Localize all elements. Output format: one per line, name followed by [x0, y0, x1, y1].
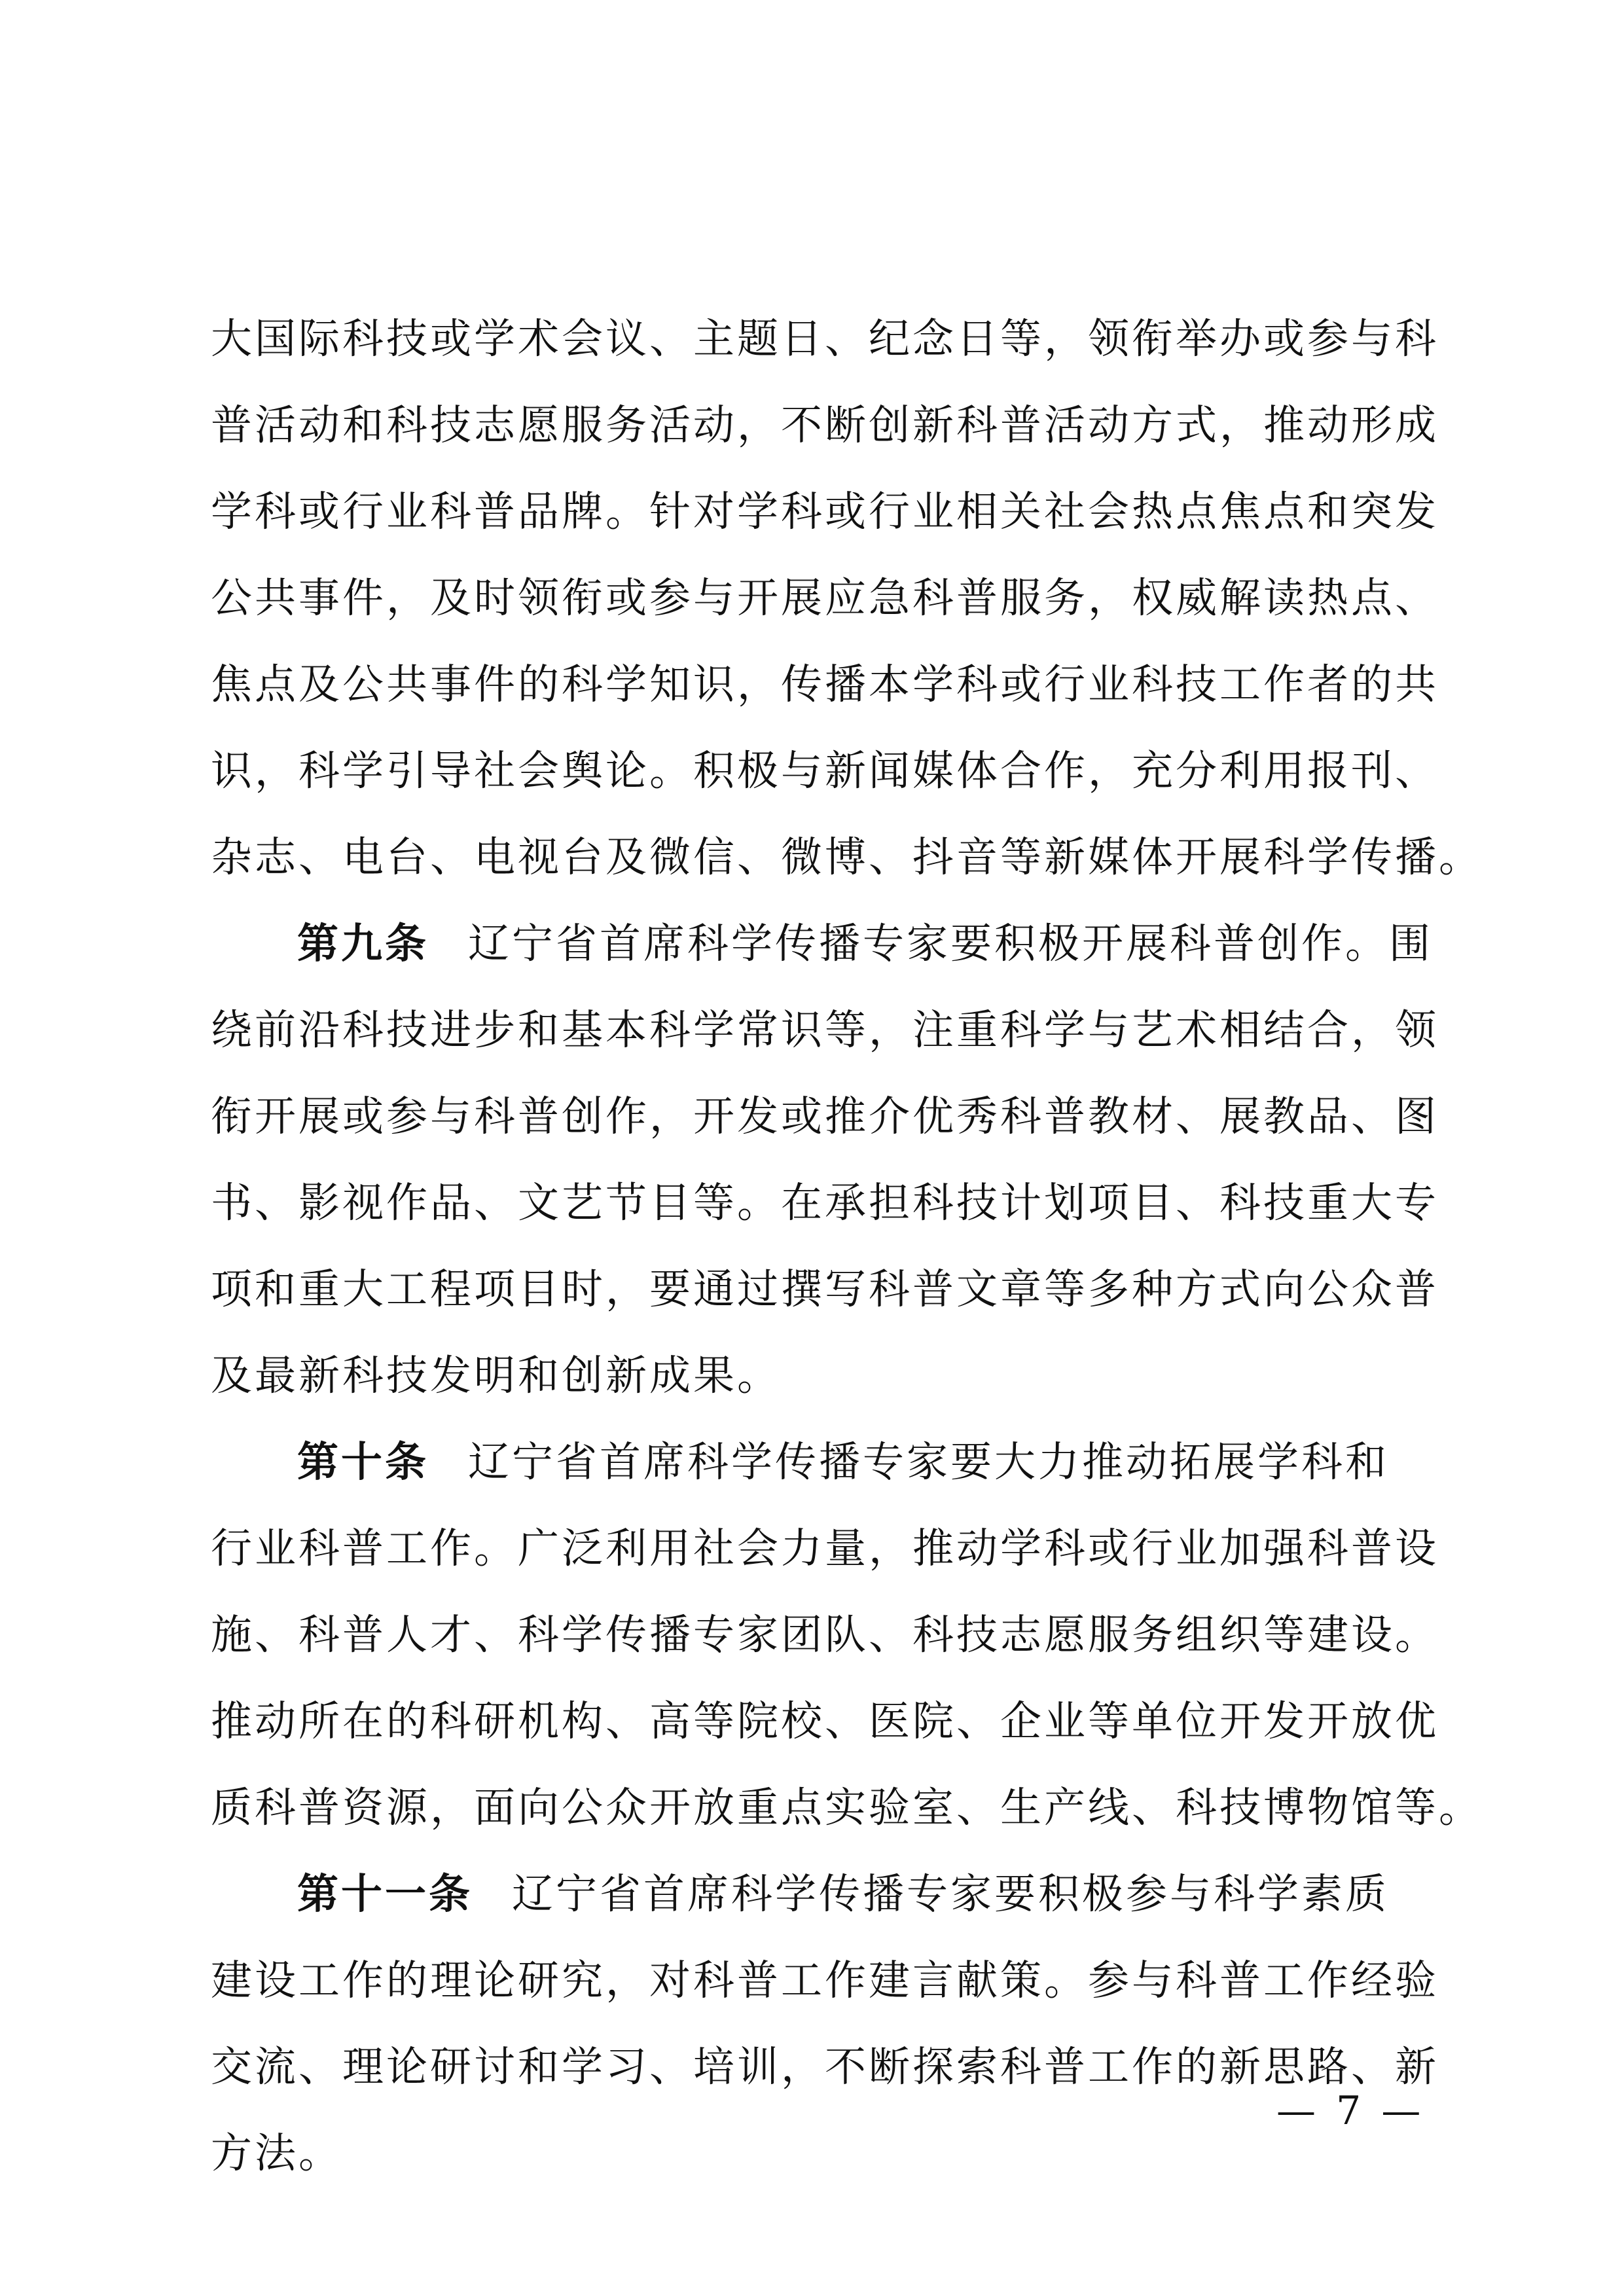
text-line: 识，科学引导社会舆论。积极与新闻媒体合作，充分利用报刊、 — [211, 747, 1439, 795]
article-10-heading: 第十条 — [297, 1438, 429, 1486]
text-line: 大国际科技或学术会议、主题日、纪念日等，领衔举办或参与科 — [211, 315, 1439, 363]
document-body — [211, 296, 1483, 2197]
text-line: 普活动和科技志愿服务活动，不断创新科普活动方式，推动形成 — [211, 401, 1439, 449]
article-10-first-line — [211, 1419, 1415, 1505]
text-line: 衔开展或参与科普创作，开发或推介优秀科普教材、展教品、图 — [211, 1092, 1439, 1140]
page-number: — 7 — — [1276, 2088, 1425, 2134]
text-line: 推动所在的科研机构、高等院校、医院、企业等单位开发开放优 — [211, 1697, 1439, 1745]
article-9-first-line — [211, 901, 1433, 987]
text-line: 质科普资源，面向公众开放重点实验室、生产线、科技博物馆等。 — [211, 1784, 1483, 1831]
text-line: 施、科普人才、科学传播专家团队、科技志愿服务组织等建设。 — [211, 1611, 1439, 1659]
text-line: 书、影视作品、文艺节目等。在承担科技计划项目、科技重大专 — [211, 1179, 1439, 1227]
article-9-heading: 第九条 — [297, 920, 429, 967]
article-10-text: 辽宁省首席科学传播专家要大力推动拓展学科和 — [468, 1438, 1389, 1486]
article-11-text: 辽宁省首席科学传播专家要积极参与科学素质 — [512, 1870, 1389, 1918]
text-line: 交流、理论研讨和学习、培训，不断探索科普工作的新思路、新 — [211, 2043, 1439, 2091]
text-line: 方法。 — [211, 2129, 342, 2177]
article-11-heading: 第十一条 — [297, 1870, 473, 1918]
text-line: 公共事件，及时领衔或参与开展应急科普服务，权威解读热点、 — [211, 574, 1439, 622]
text-line: 杂志、电台、电视台及微信、微博、抖音等新媒体开展科学传播。 — [211, 833, 1483, 881]
text-line: 项和重大工程项目时，要通过撰写科普文章等多种方式向公众普 — [211, 1265, 1439, 1313]
text-line: 行业科普工作。广泛利用社会力量，推动学科或行业加强科普设 — [211, 1524, 1439, 1572]
article-11-first-line — [211, 1851, 1415, 1938]
text-line: 学科或行业科普品牌。针对学科或行业相关社会热点焦点和突发 — [211, 488, 1439, 535]
text-line: 焦点及公共事件的科学知识，传播本学科或行业科技工作者的共 — [211, 660, 1439, 708]
text-line: 及最新科技发明和创新成果。 — [211, 1352, 781, 1399]
article-9-text: 辽宁省首席科学传播专家要积极开展科普创作。围 — [468, 920, 1433, 967]
text-line: 建设工作的理论研究，对科普工作建言献策。参与科普工作经验 — [211, 1956, 1439, 2004]
text-line: 绕前沿科技进步和基本科学常识等，注重科学与艺术相结合，领 — [211, 1006, 1439, 1054]
